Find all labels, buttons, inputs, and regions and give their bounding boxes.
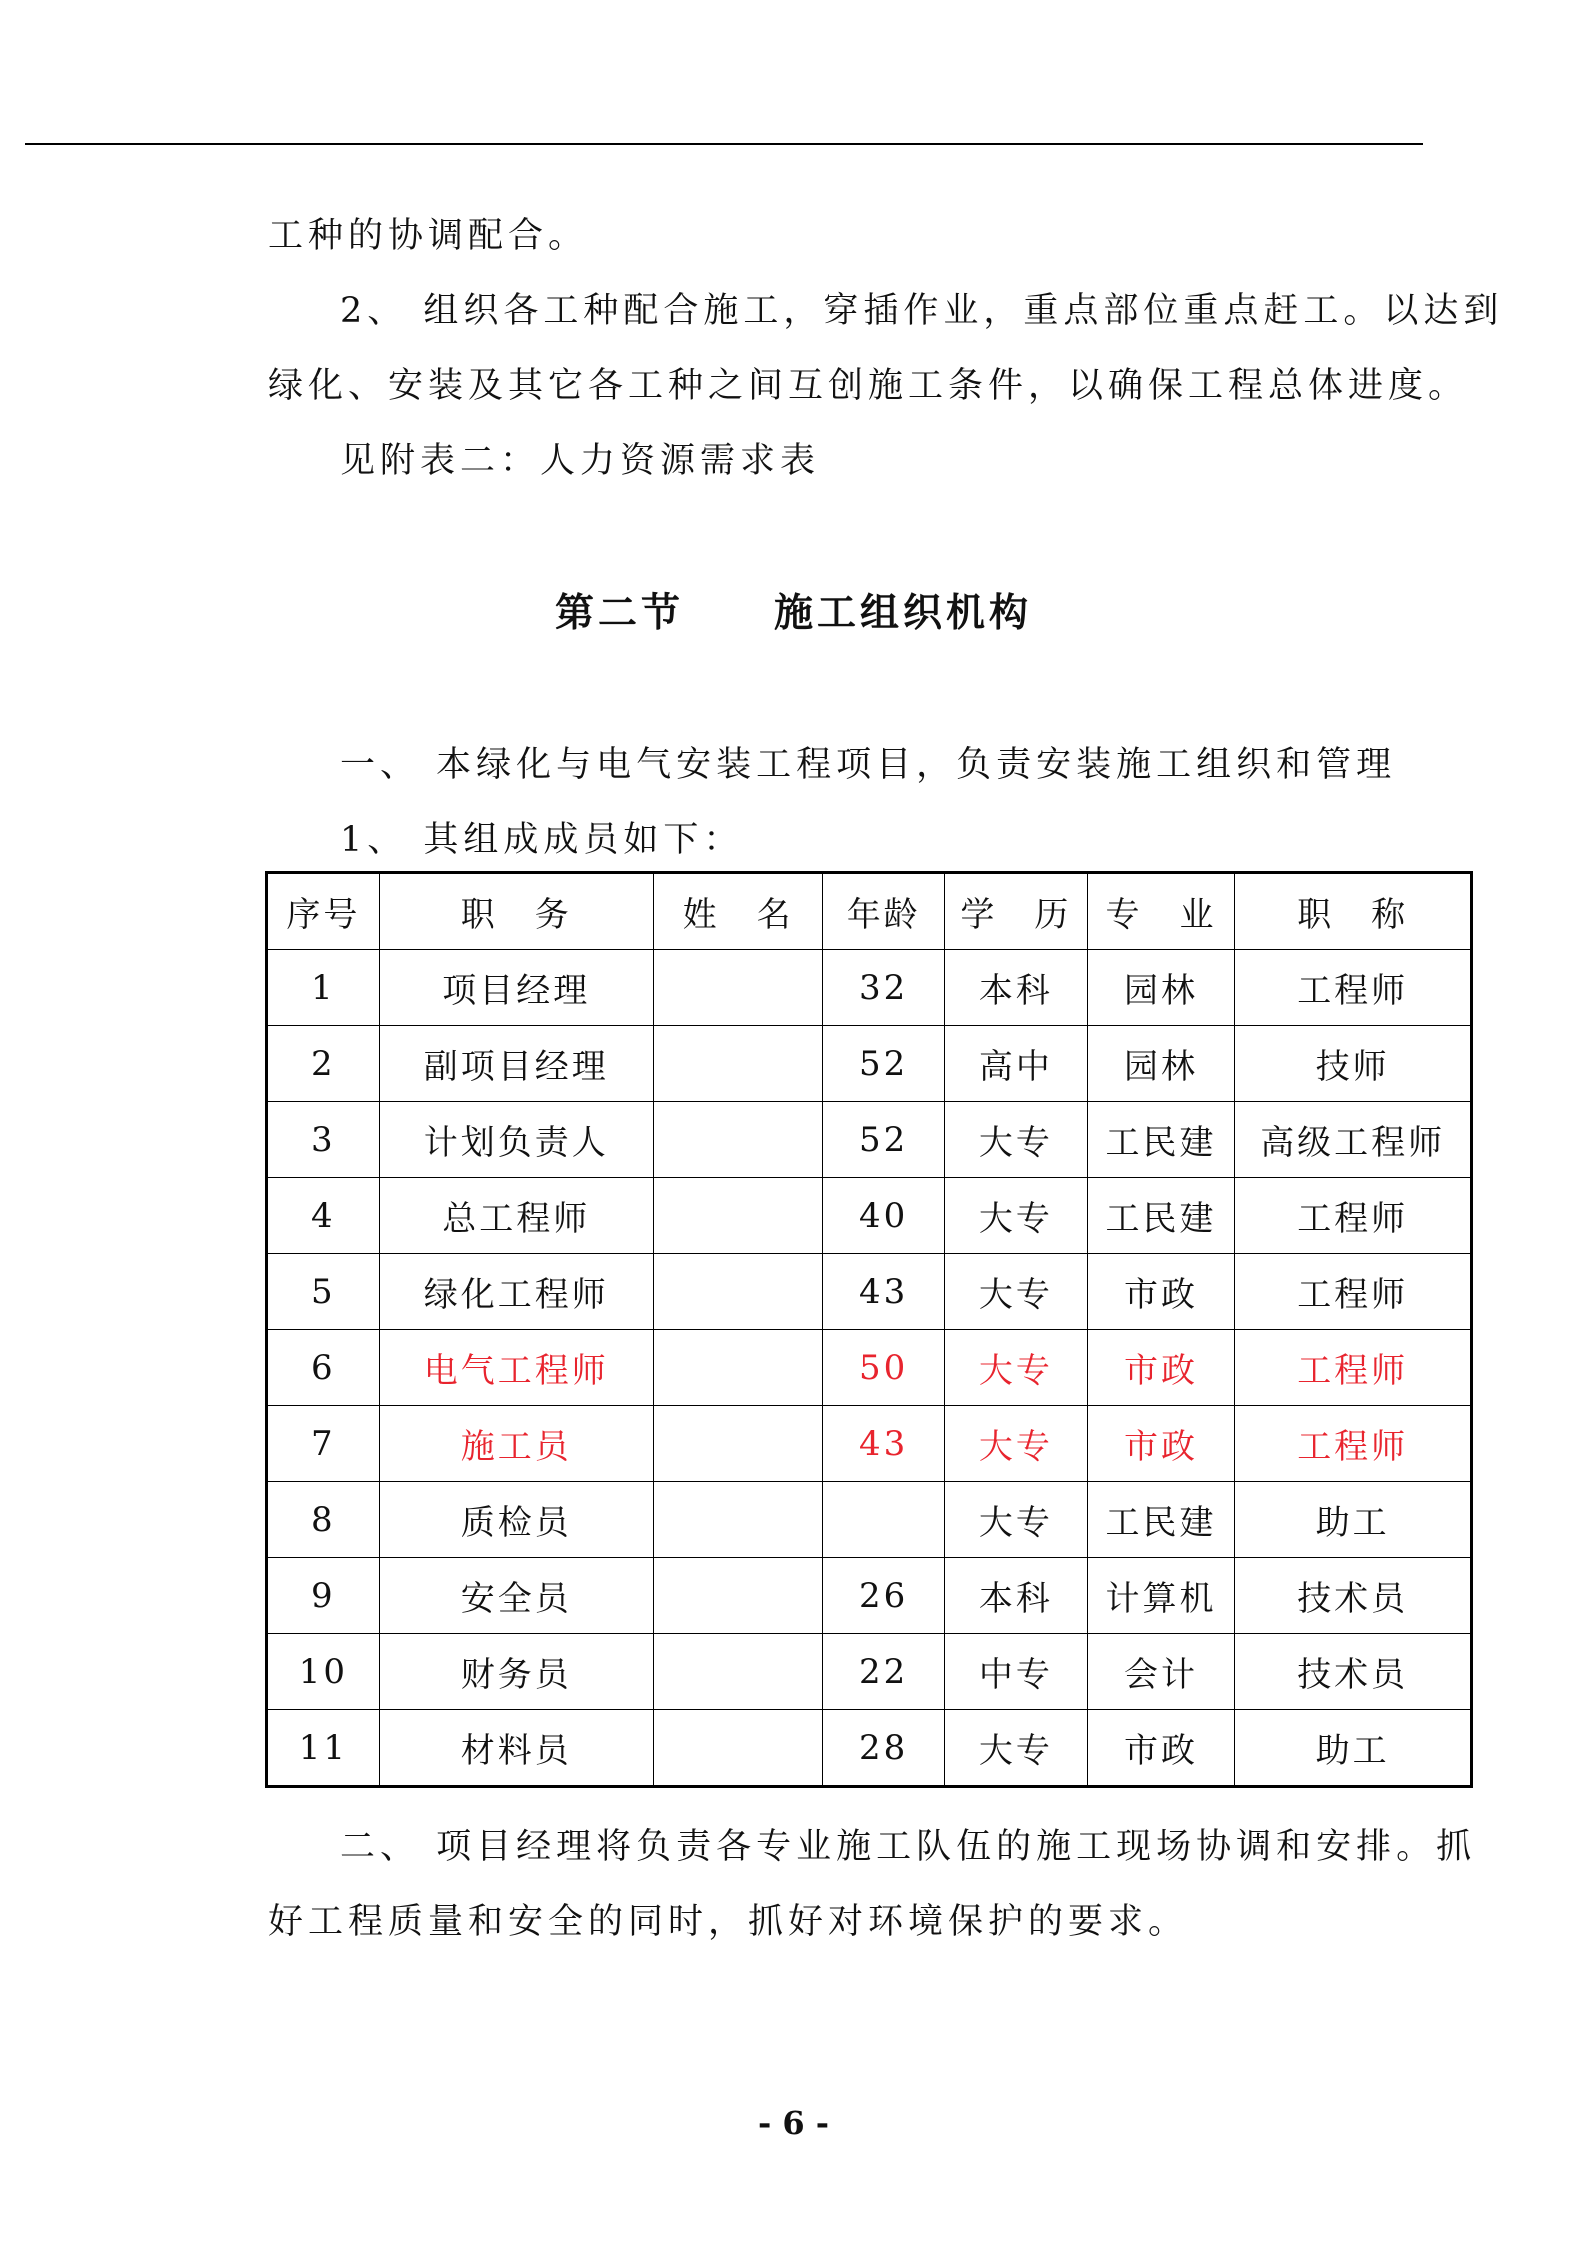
paragraph-item-2: 2、 组织各工种配合施工，穿插作业，重点部位重点赶工。以达到 <box>340 291 1504 331</box>
cell-education: 大专 <box>944 1102 1087 1178</box>
header-major: 专 业 <box>1087 873 1235 950</box>
header-index: 序号 <box>267 873 380 950</box>
cell-name <box>653 1254 823 1330</box>
cell-age: 50 <box>823 1330 945 1406</box>
cell-education: 中专 <box>944 1634 1087 1710</box>
section-heading <box>0 582 1587 638</box>
cell-major: 工民建 <box>1087 1482 1235 1558</box>
header-position: 职 务 <box>379 873 653 950</box>
table-row <box>267 1178 1472 1254</box>
cell-position: 材料员 <box>379 1710 653 1787</box>
table-header-row <box>267 873 1472 950</box>
table-row <box>267 1330 1472 1406</box>
paragraph-section-1: 一、 本绿化与电气安装工程项目，负责安装施工组织和管理 <box>340 745 1397 785</box>
cell-education: 大专 <box>944 1178 1087 1254</box>
table-row <box>267 1482 1472 1558</box>
cell-major: 工民建 <box>1087 1102 1235 1178</box>
cell-index: 9 <box>267 1558 380 1634</box>
header-age: 年龄 <box>823 873 945 950</box>
cell-position: 总工程师 <box>379 1178 653 1254</box>
cell-index: 8 <box>267 1482 380 1558</box>
cell-age: 43 <box>823 1254 945 1330</box>
cell-age: 22 <box>823 1634 945 1710</box>
cell-index: 10 <box>267 1634 380 1710</box>
cell-position: 施工员 <box>379 1406 653 1482</box>
staff-table <box>265 871 1473 1788</box>
cell-major: 园林 <box>1087 950 1235 1026</box>
table-row <box>267 1026 1472 1102</box>
header-name: 姓 名 <box>653 873 823 950</box>
cell-index: 1 <box>267 950 380 1026</box>
cell-title: 技术员 <box>1235 1634 1472 1710</box>
table-row <box>267 1102 1472 1178</box>
cell-age: 28 <box>823 1710 945 1787</box>
cell-index: 3 <box>267 1102 380 1178</box>
cell-index: 5 <box>267 1254 380 1330</box>
cell-education: 大专 <box>944 1330 1087 1406</box>
cell-major: 市政 <box>1087 1406 1235 1482</box>
cell-title: 工程师 <box>1235 1178 1472 1254</box>
cell-name <box>653 1026 823 1102</box>
cell-education: 高中 <box>944 1026 1087 1102</box>
cell-title: 技术员 <box>1235 1558 1472 1634</box>
paragraph-section-2-cont: 好工程质量和安全的同时，抓好对环境保护的要求。 <box>268 1902 1189 1942</box>
table-row <box>267 1558 1472 1634</box>
cell-name <box>653 1482 823 1558</box>
paragraph-continuation: 工种的协调配合。 <box>268 216 589 256</box>
cell-position: 电气工程师 <box>379 1330 653 1406</box>
cell-position: 副项目经理 <box>379 1026 653 1102</box>
cell-education: 大专 <box>944 1482 1087 1558</box>
cell-name <box>653 1710 823 1787</box>
cell-position: 项目经理 <box>379 950 653 1026</box>
cell-major: 会计 <box>1087 1634 1235 1710</box>
cell-title: 助工 <box>1235 1482 1472 1558</box>
header-education: 学 历 <box>944 873 1087 950</box>
cell-title: 助工 <box>1235 1710 1472 1787</box>
cell-name <box>653 950 823 1026</box>
cell-position: 财务员 <box>379 1634 653 1710</box>
cell-name <box>653 1178 823 1254</box>
paragraph-appendix-ref: 见附表二：人力资源需求表 <box>340 441 821 481</box>
cell-major: 计算机 <box>1087 1558 1235 1634</box>
cell-index: 2 <box>267 1026 380 1102</box>
table-row <box>267 950 1472 1026</box>
cell-index: 4 <box>267 1178 380 1254</box>
cell-name <box>653 1102 823 1178</box>
page-number: - 6 - <box>757 2104 830 2142</box>
cell-major: 市政 <box>1087 1254 1235 1330</box>
table-row <box>267 1710 1472 1787</box>
cell-position: 质检员 <box>379 1482 653 1558</box>
cell-index: 6 <box>267 1330 380 1406</box>
cell-index: 7 <box>267 1406 380 1482</box>
cell-age: 40 <box>823 1178 945 1254</box>
header-rule <box>25 143 1423 145</box>
table-row <box>267 1406 1472 1482</box>
cell-position: 绿化工程师 <box>379 1254 653 1330</box>
cell-age: 43 <box>823 1406 945 1482</box>
cell-title: 技师 <box>1235 1026 1472 1102</box>
cell-age: 26 <box>823 1558 945 1634</box>
table-row <box>267 1634 1472 1710</box>
cell-major: 园林 <box>1087 1026 1235 1102</box>
header-title: 职 称 <box>1235 873 1472 950</box>
cell-index: 11 <box>267 1710 380 1787</box>
cell-position: 安全员 <box>379 1558 653 1634</box>
cell-age: 52 <box>823 1102 945 1178</box>
cell-title: 高级工程师 <box>1235 1102 1472 1178</box>
section-number: 第二节 <box>554 590 684 636</box>
cell-age: 32 <box>823 950 945 1026</box>
cell-major: 市政 <box>1087 1330 1235 1406</box>
cell-education: 大专 <box>944 1254 1087 1330</box>
cell-title: 工程师 <box>1235 1254 1472 1330</box>
cell-age: 52 <box>823 1026 945 1102</box>
cell-position: 计划负责人 <box>379 1102 653 1178</box>
cell-name <box>653 1634 823 1710</box>
section-title: 施工组织机构 <box>774 590 1033 636</box>
cell-education: 大专 <box>944 1710 1087 1787</box>
cell-title: 工程师 <box>1235 950 1472 1026</box>
cell-major: 市政 <box>1087 1710 1235 1787</box>
cell-name <box>653 1330 823 1406</box>
table-row <box>267 1254 1472 1330</box>
cell-name <box>653 1558 823 1634</box>
cell-age <box>823 1482 945 1558</box>
cell-education: 本科 <box>944 1558 1087 1634</box>
cell-education: 本科 <box>944 950 1087 1026</box>
paragraph-members-intro: 1、 其组成成员如下： <box>340 820 744 860</box>
cell-title: 工程师 <box>1235 1330 1472 1406</box>
cell-title: 工程师 <box>1235 1406 1472 1482</box>
paragraph-section-2: 二、 项目经理将负责各专业施工队伍的施工现场协调和安排。抓 <box>340 1827 1477 1867</box>
cell-major: 工民建 <box>1087 1178 1235 1254</box>
paragraph-item-2-cont: 绿化、安装及其它各工种之间互创施工条件，以确保工程总体进度。 <box>268 366 1469 406</box>
cell-name <box>653 1406 823 1482</box>
cell-education: 大专 <box>944 1406 1087 1482</box>
